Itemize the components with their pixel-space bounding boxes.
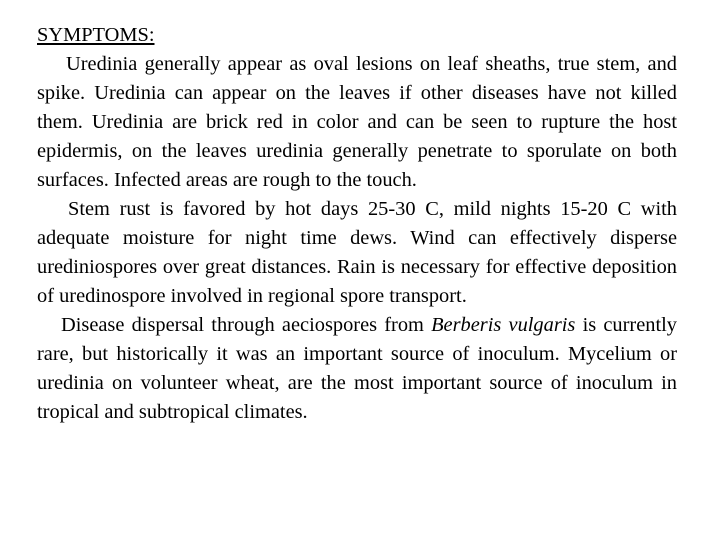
species-name: Berberis vulgaris (431, 314, 576, 336)
document-body (37, 21, 677, 427)
paragraph-disease-dispersal (37, 311, 677, 427)
section-heading: SYMPTOMS: (37, 24, 155, 46)
paragraph-uredinia-appearance: Uredinia generally appear as oval lesions on leaf sheaths, true stem, and spike. Uredinia can appear on the leaves if other diseases have not killed them. Uredinia are brick red in color and can be seen to rupture the host epidermis, on the leaves uredinia generally penetrate to sporulate on both surfaces. Infected areas are rough to the touch. (37, 53, 677, 191)
dispersal-text-start: Disease dispersal through aeciospores from (61, 314, 432, 336)
dispersal-text-end: is currently rare, but historically it was an important source of inoculum. Mycelium or uredinia on volunteer wheat, are the most important source of inoculum in tropical and subtropical climates. (37, 314, 677, 423)
paragraph-stem-rust-conditions: Stem rust is favored by hot days 25-30 C, mild nights 15-20 C with adequate moisture for night time dews. Wind can effectively disperse urediniospores over great distances. Rain is necessary for effective deposition of uredinospore involved in regional spore transport. (37, 198, 677, 307)
